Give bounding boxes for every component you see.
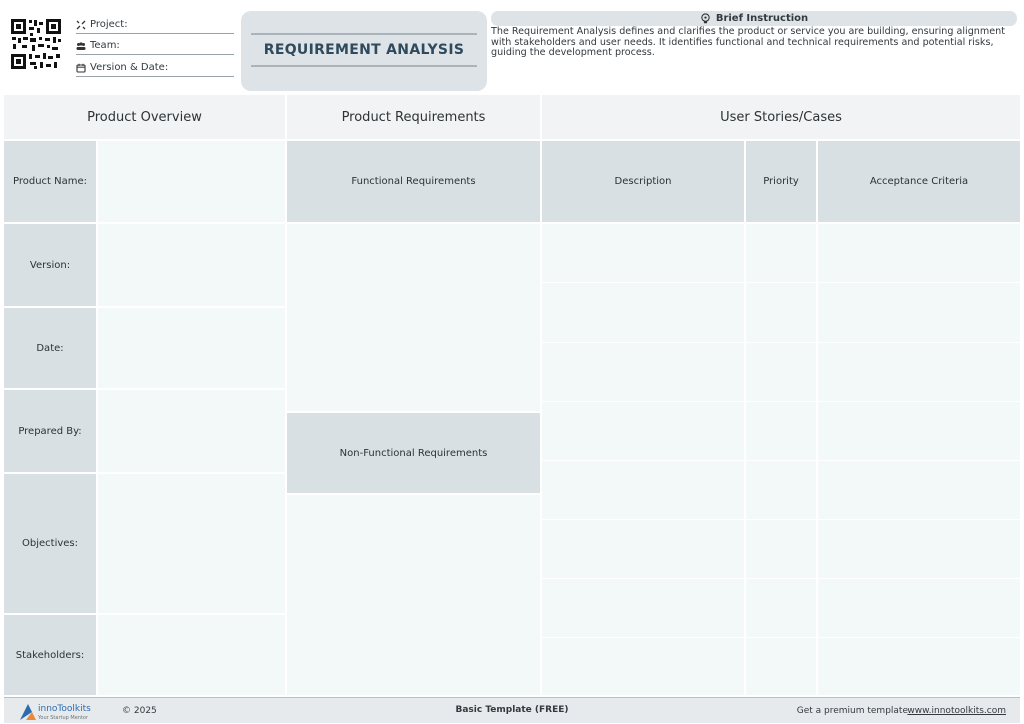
version-date-field[interactable] — [76, 59, 234, 77]
label-version: Version: — [4, 224, 96, 306]
label-stakeholders: Stakeholders: — [4, 615, 96, 695]
non-functional-requirements-input[interactable] — [287, 495, 540, 695]
story-row-divider — [542, 282, 1020, 283]
project-field[interactable] — [76, 16, 234, 34]
team-field[interactable] — [76, 37, 234, 55]
objectives-input[interactable] — [98, 474, 285, 613]
label-functional-requirements: Functional Requirements — [287, 141, 540, 222]
lightbulb-icon — [700, 13, 711, 24]
story-row-divider — [542, 578, 1020, 579]
section-header-overview: Product Overview — [4, 95, 285, 139]
prepared-by-input[interactable] — [98, 390, 285, 472]
label-product-name: Product Name: — [4, 141, 96, 222]
template-label: Basic Template (FREE) — [455, 705, 569, 715]
instruction-heading — [491, 11, 1017, 26]
premium-text: Get a premium template — [796, 706, 908, 716]
logo-tagline: Your Startup Mentor — [38, 715, 89, 721]
title-box — [241, 11, 487, 91]
label-prepared-by: Prepared By: — [4, 390, 96, 472]
site-link[interactable]: www.innotoolkits.com — [907, 706, 1006, 716]
qr-code-icon — [10, 18, 62, 70]
product-name-input[interactable] — [98, 141, 285, 222]
label-date: Date: — [4, 308, 96, 388]
label-objectives: Objectives: — [4, 474, 96, 613]
team-icon — [76, 41, 86, 51]
team-label: Team: — [90, 40, 120, 51]
title-rule-bottom — [251, 65, 477, 67]
story-row-divider — [542, 342, 1020, 343]
calendar-icon — [76, 63, 86, 73]
column-header-acceptance-criteria: Acceptance Criteria — [818, 141, 1020, 222]
label-non-functional-requirements: Non-Functional Requirements — [287, 413, 540, 493]
column-header-priority: Priority — [746, 141, 816, 222]
stakeholders-input[interactable] — [98, 615, 285, 695]
page-title: REQUIREMENT ANALYSIS — [263, 42, 465, 58]
date-input[interactable] — [98, 308, 285, 388]
story-row-divider — [542, 519, 1020, 520]
section-header-requirements: Product Requirements — [287, 95, 540, 139]
story-row-divider — [542, 401, 1020, 402]
project-label: Project: — [90, 19, 128, 30]
instruction-text: The Requirement Analysis defines and clarifies the product or service you are building, ensuring alignment with stakeholders and user needs. It identifies functional and technical requirements and potential risks, guiding the development process. — [491, 26, 1005, 58]
version-input[interactable] — [98, 224, 285, 306]
section-header-stories: User Stories/Cases — [542, 95, 1020, 139]
column-header-description: Description — [542, 141, 744, 222]
title-rule-top — [251, 33, 477, 35]
project-icon — [76, 20, 86, 30]
functional-requirements-input[interactable] — [287, 224, 540, 411]
instruction-heading-text: Brief Instruction — [715, 13, 809, 24]
story-row-divider — [542, 460, 1020, 461]
copyright: © 2025 — [122, 706, 157, 716]
version-date-label: Version & Date: — [90, 62, 169, 73]
footer — [4, 697, 1020, 723]
story-row-divider — [542, 637, 1020, 638]
logo-brand: innoToolkits — [38, 704, 91, 714]
